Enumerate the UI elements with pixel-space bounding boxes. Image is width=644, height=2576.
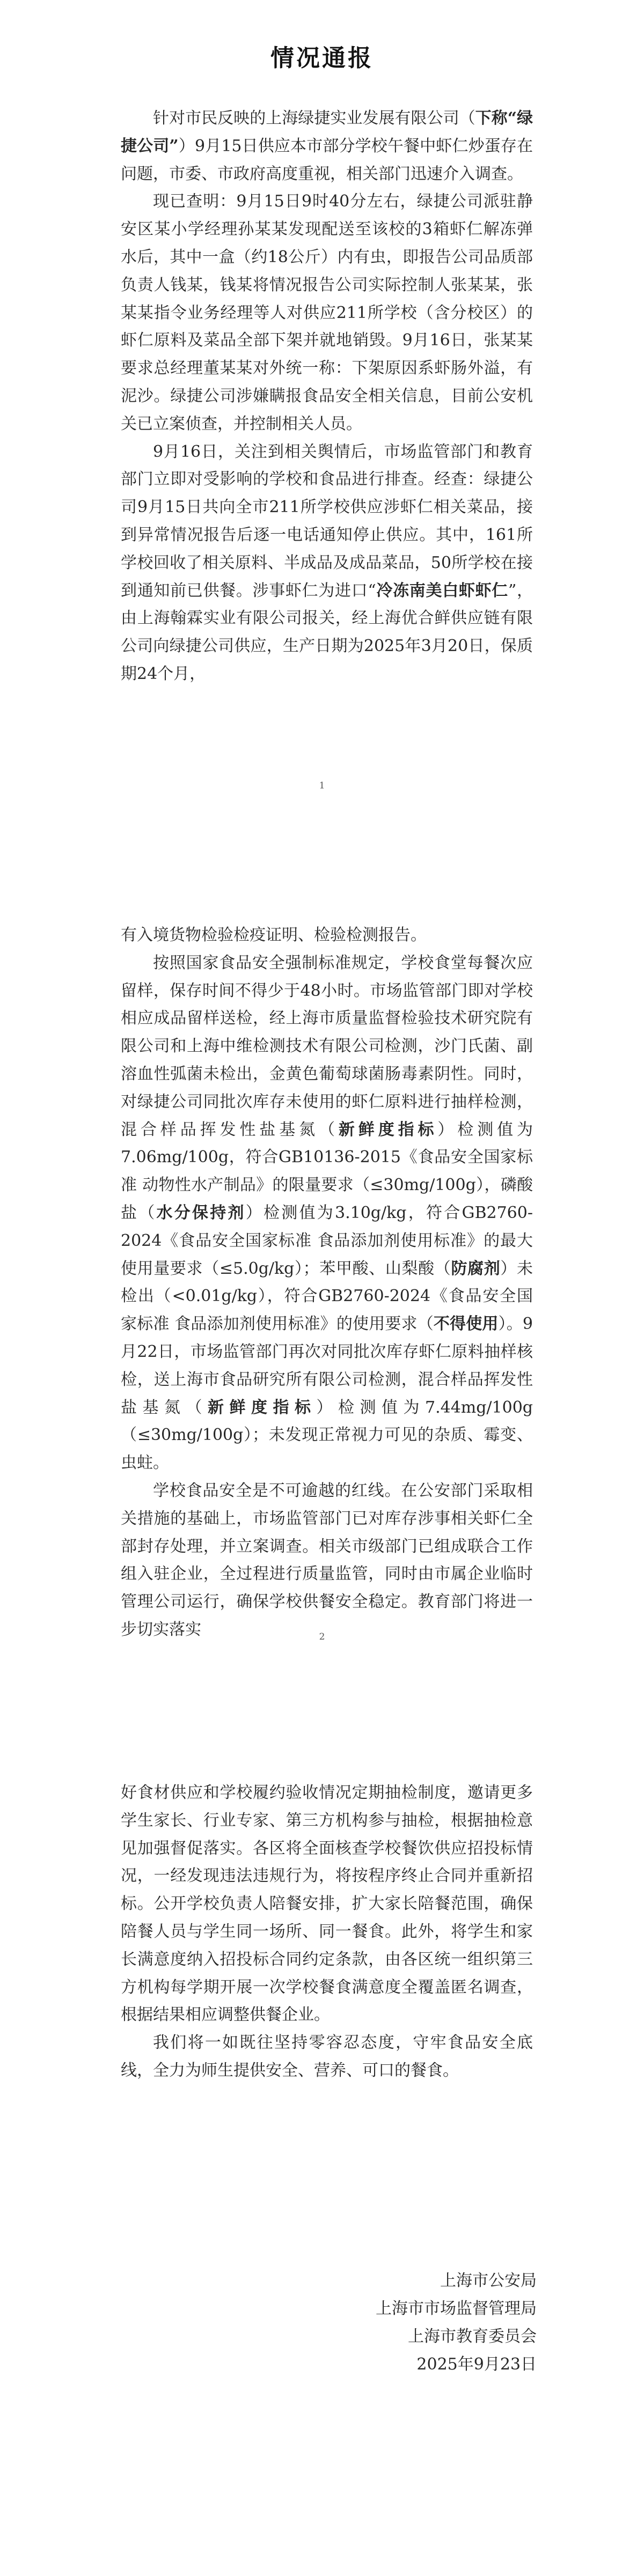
page-2-body [121, 921, 533, 1644]
bold-abbreviation: 下称“绿捷公司” [121, 109, 533, 156]
bold-indicator: 新鲜度指标 [208, 1398, 317, 1417]
paragraph-measures-continued: 好食材供应和学校履约验收情况定期抽检制度，邀请更多学生家长、行业专家、第三方机构参与抽检，根据抽检意见加强督促落实。各区将全面核查学校餐饮供应招投标情况，一经发现违法违规行为，将按程序终止合同并重新招标。公开学校负责人陪餐安排，扩大家长陪餐范围，确保陪餐人员与学生同一场所、同一餐食。此外，将学生和家长满意度纳入招投标合同约定条款，由各区统一组织第三方机构每学期开展一次学校餐食满意度全覆盖匿名调查，根据结果相应调整供餐企业。 [121, 1783, 533, 2025]
paragraph-measures: 学校食品安全是不可逾越的红线。在公安部门采取相关措施的基础上，市场监管部门已对库存涉事相关虾仁全部封存处理，并立案调查。相关市级部门已组成联合工作组入驻企业，全过程进行质量监管，同时由市属企业临时管理公司运行，确保学校供餐安全稳定。教育部门将进一步切实落实 [121, 1481, 533, 1639]
signature-org: 上海市教育委员会 [408, 2327, 537, 2346]
signature-block [215, 2267, 537, 2379]
document-page-2 [0, 858, 644, 1716]
page-3-body [121, 1779, 533, 2085]
paragraph-closing: 我们将一如既往坚持零容忍态度，守牢食品安全底线，全力为师生提供安全、营养、可口的餐食。 [121, 2033, 533, 2080]
paragraph-background: 针对市民反映的上海绿捷实业发展有限公司（下称“绿捷公司”）9月15日供应本市部分学校午餐中虾仁炒蛋存在问题，市委、市政府高度重视，相关部门迅速介入调查。 [121, 109, 533, 183]
signature-date: 2025年9月23日 [416, 2355, 537, 2374]
bold-indicator: 防腐剂 [451, 1259, 501, 1278]
page-number: 2 [319, 1632, 325, 1642]
page-1-body [121, 105, 533, 688]
paragraph-investigation: 9月16日，关注到相关舆情后，市场监管部门和教育部门立即对受影响的学校和食品进行排查。经查：绿捷公司9月15日共向全市211所学校供应涉虾仁相关菜品，接到异常情况报告后逐一电话通知停止供应。其中，161所学校回收了相关原料、半成品及成品菜品，50所学校在接到通知前已供餐。涉事虾仁为进口“冷冻南美白虾虾仁”，由上海翰霖实业有限公司报关，经上海优合鲜供应链有限公司向绿捷公司供应，生产日期为2025年3月20日，保质期24个月， [121, 442, 533, 683]
signature-org: 上海市市场监督管理局 [376, 2299, 537, 2318]
paragraph-findings: 现已查明：9月15日9时40分左右，绿捷公司派驻静安区某小学经理孙某某发现配送至该校的3箱虾仁解冻弹水后，其中一盒（约18公斤）内有虫，即报告公司品质部负责人钱某，钱某将情况报告公司实际控制人张某某，张某某指令业务经理等人对供应211所学校（含分校区）的虾仁原料及菜品全部下架并就地销毁。9月16日，张某某要求总经理董某某对外统一称：下架原因系虾肠外溢，有泥沙。绿捷公司涉嫌瞒报食品安全相关信息，目前公安机关已立案侦查，并控制相关人员。 [121, 192, 533, 433]
document-page-3 [0, 1716, 644, 2576]
document-title: 情况通报 [270, 45, 374, 72]
bold-indicator: 新鲜度指标 [338, 1120, 438, 1139]
page-number: 1 [319, 780, 325, 791]
bold-indicator: 水分保持剂 [156, 1203, 246, 1222]
paragraph-testing: 按照国家食品安全强制标准规定，学校食堂每餐次应留样，保存时间不得少于48小时。市场监管部门即对学校相应成品留样送检，经上海市质量监督检验技术研究院有限公司和上海中维检测技术有限公司检测，沙门氏菌、副溶血性弧菌未检出，金黄色葡萄球菌肠毒素阴性。同时，对绿捷公司同批次库存未使用的虾仁原料进行抽样检测，混合样品挥发性盐基氮（新鲜度指标）检测值为7.06mg/100g，符合GB10136-2015《食品安全国家标准 动物性水产制品》的限量要求（≤30mg/100g），磷酸盐（水分保持剂）检测值为3.10g/kg，符合GB2760-2024《食品安全国家标准 食品添加剂使用标准》的最大使用量要求（≤5.0g/kg）；苯甲酸、山梨酸（防腐剂）未检出（<0.01g/kg），符合GB2760-2024《食品安全国家标准 食品添加剂使用标准》的使用要求（不得使用）。9月22日，市场监管部门再次对同批次库存虾仁原料抽样核检，送上海市食品研究所有限公司检测，混合样品挥发性盐基氮（新鲜度指标）检测值为7.44mg/100g（≤30mg/100g）；未发现正常视力可见的杂质、霉变、虫蛀。 [121, 953, 533, 1473]
signature-org: 上海市公安局 [440, 2271, 537, 2290]
document-page-1 [0, 0, 644, 858]
paragraph-investigation-continued: 有入境货物检验检疫证明、检验检测报告。 [121, 926, 427, 944]
bold-product-name: 冷冻南美白虾虾仁 [376, 581, 508, 600]
bold-indicator: 不得使用 [433, 1315, 499, 1334]
